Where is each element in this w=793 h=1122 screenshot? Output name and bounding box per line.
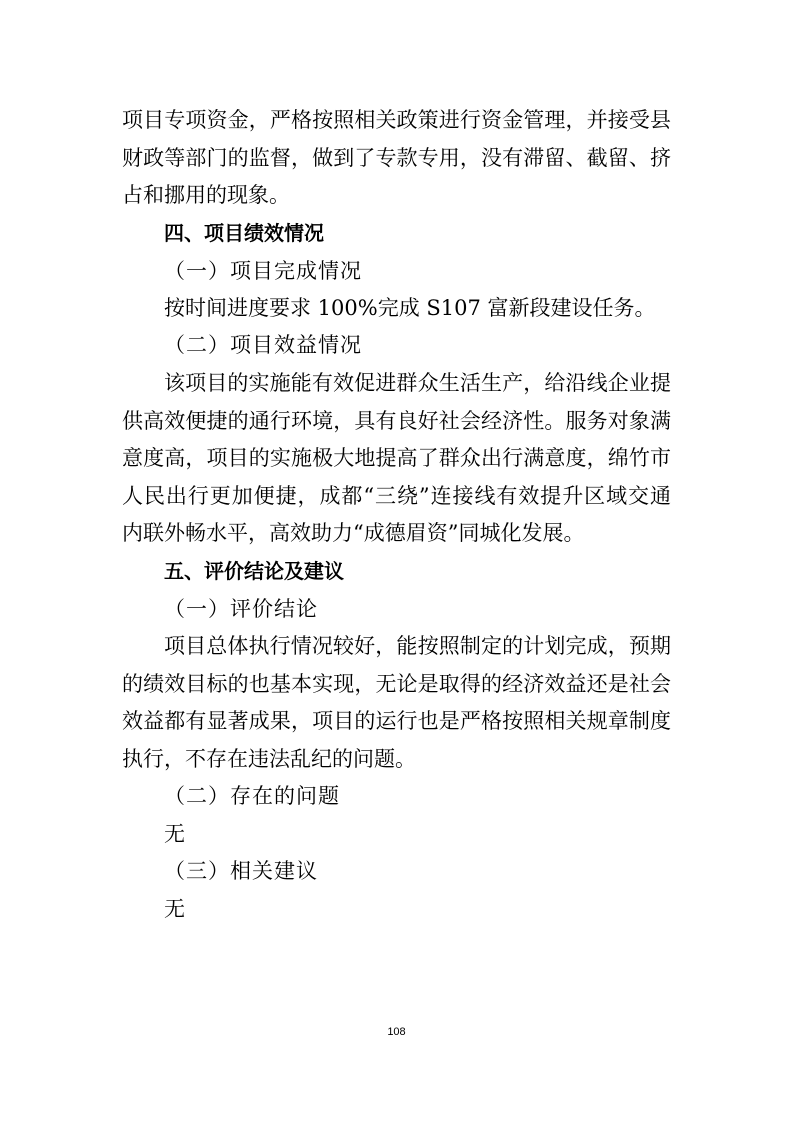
paragraph-line: 效益都有显著成果，项目的运行也是严格按照相关规章制度 [122, 709, 671, 733]
paragraph-line: 该项目的实施能有效促进群众生活生产，给沿线企业提 [164, 371, 671, 395]
paragraph-line: 执行，不存在违法乱纪的问题。 [122, 747, 416, 771]
subsection-heading: （二）存在的问题 [164, 784, 340, 808]
paragraph-line: 占和挪用的现象。 [122, 183, 290, 207]
section-heading: 四、项目绩效情况 [164, 221, 324, 245]
paragraph-line: 意度高，项目的实施极大地提高了群众出行满意度，绵竹市 [122, 446, 671, 470]
paragraph-line: 的绩效目标的也基本实现，无论是取得的经济效益还是社会 [122, 672, 671, 696]
paragraph-line: 内联外畅水平，高效助力“成德眉资”同城化发展。 [122, 521, 585, 545]
paragraph-line: 供高效便捷的通行环境，具有良好社会经济性。服务对象满 [122, 409, 671, 433]
paragraph-line: 按时间进度要求 100%完成 S107 富新段建设任务。 [164, 296, 656, 320]
subsection-heading: （一）评价结论 [164, 597, 318, 621]
subsection-heading: （一）项目完成情况 [164, 259, 362, 283]
paragraph-line: 财政等部门的监督，做到了专款专用，没有滞留、截留、挤 [122, 146, 671, 170]
paragraph-line: 无 [164, 822, 185, 846]
subsection-heading: （二）项目效益情况 [164, 333, 362, 357]
section-heading: 五、评价结论及建议 [164, 559, 344, 583]
page-number: 108 [387, 1026, 406, 1038]
subsection-heading: （三）相关建议 [164, 859, 318, 883]
paragraph-line: 无 [164, 897, 185, 921]
paragraph-line: 项目专项资金，严格按照相关政策进行资金管理，并接受县 [122, 108, 671, 132]
paragraph-line: 项目总体执行情况较好，能按照制定的计划完成，预期 [164, 634, 671, 658]
paragraph-line: 人民出行更加便捷，成都“三绕”连接线有效提升区域交通 [122, 484, 671, 508]
